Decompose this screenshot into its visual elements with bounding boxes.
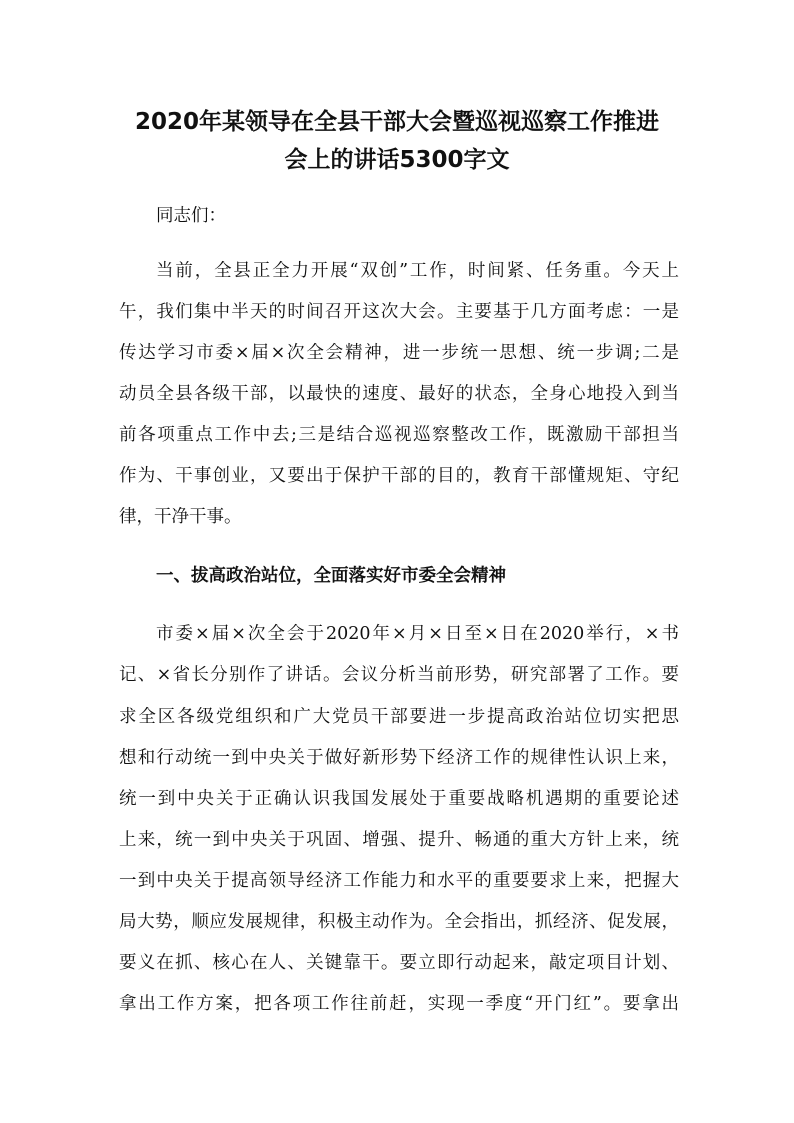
paragraph-1-line: 前各项重点工作中去;三是结合巡视巡察整改工作，既激励干部担当	[119, 425, 679, 445]
paragraph-1-line: 传达学习市委×届×次全会精神，进一步统一思想、统一步调;二是	[119, 343, 679, 363]
paragraph-2-line: 求全区各级党组织和广大党员干部要进一步提高政治站位切实把思	[119, 707, 679, 727]
section-1-heading: 一、拔高政治站位，全面落实好市委全会精神	[156, 566, 506, 586]
paragraph-1-line: 律，干净干事。	[119, 507, 242, 527]
paragraph-2-line: 要义在抓、核心在人、关键靠干。要立即行动起来，敲定项目计划、	[119, 953, 679, 973]
paragraph-2-line: 上来，统一到中央关于巩固、增强、提升、畅通的重大方针上来，统	[119, 830, 679, 850]
paragraph-2-line: 想和行动统一到中央关于做好新形势下经济工作的规律性认识上来，	[119, 748, 679, 768]
paragraph-2-line: 记、×省长分别作了讲话。会议分析当前形势，研究部署了工作。要	[119, 665, 679, 685]
document-title-line-2: 会上的讲话5300字文	[284, 147, 510, 173]
paragraph-2-line: 局大势，顺应发展规律，积极主动作为。全会指出，抓经济、促发展，	[119, 912, 679, 932]
salutation: 同志们：	[156, 206, 226, 226]
paragraph-2-line: 拿出工作方案，把各项工作往前赶，实现一季度“开门红”。要拿出	[119, 994, 679, 1014]
paragraph-2-line: 市委×届×次全会于2020年×月×日至×日在2020举行，×书	[156, 624, 679, 644]
paragraph-1-line: 动员全县各级干部，以最快的速度、最好的状态，全身心地投入到当	[119, 384, 679, 404]
paragraph-1-line: 午，我们集中半天的时间召开这次大会。主要基于几方面考虑：一是	[119, 302, 679, 322]
paragraph-2-line: 一到中央关于提高领导经济工作能力和水平的重要要求上来，把握大	[119, 871, 679, 891]
paragraph-1-line: 当前，全县正全力开展“双创”工作，时间紧、任务重。今天上	[156, 261, 679, 281]
paragraph-1-line: 作为、干事创业，又要出于保护干部的目的，教育干部懂规矩、守纪	[119, 466, 679, 486]
document-title-line-1: 2020年某领导在全县干部大会暨巡视巡察工作推进	[134, 109, 659, 135]
paragraph-2-line: 统一到中央关于正确认识我国发展处于重要战略机遇期的重要论述	[119, 789, 679, 809]
